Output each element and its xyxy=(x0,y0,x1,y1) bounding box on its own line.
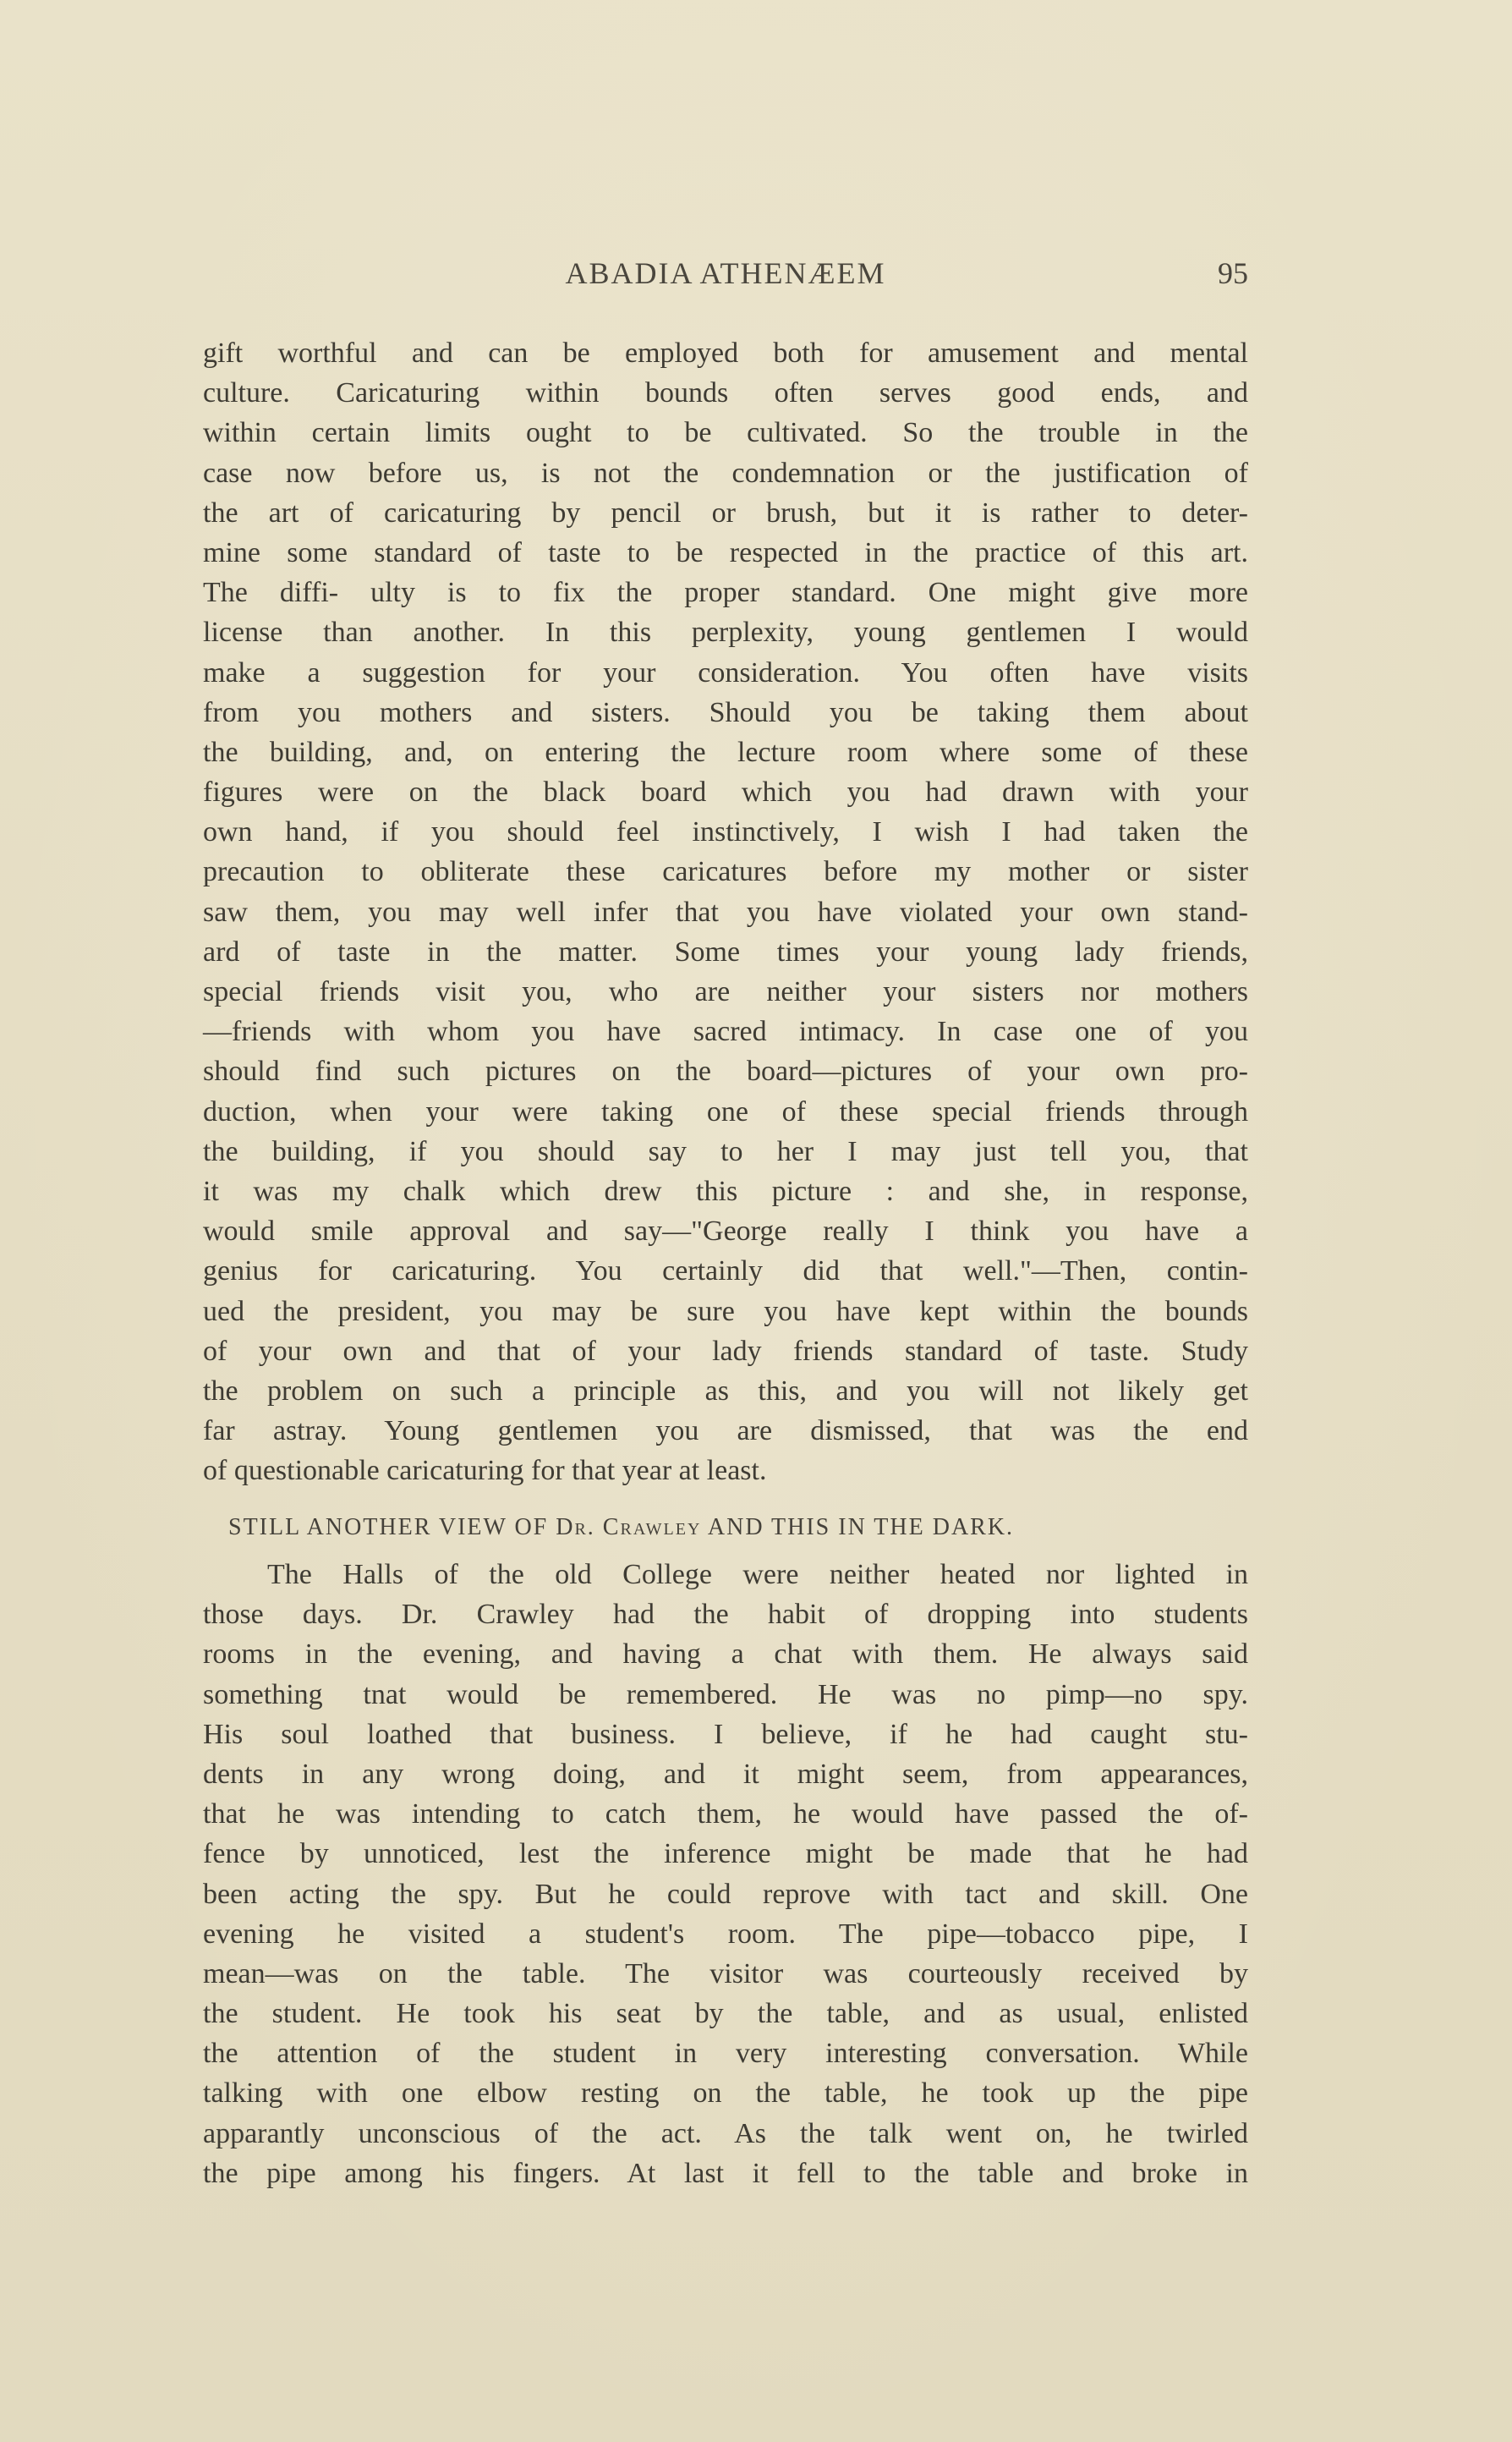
text-line: figures were on the black board which you had drawn with your xyxy=(203,777,1248,809)
page-number: 95 xyxy=(1218,256,1248,290)
section-heading-part: STILL ANOTHER VIEW OF xyxy=(228,1514,556,1540)
text-line: fence by unnoticed, lest the inference might be made that he had xyxy=(203,1838,1248,1870)
section-heading-name: Dr. Crawley xyxy=(556,1514,702,1540)
text-line: case now before us, is not the condemnation or the justification of xyxy=(203,457,1248,489)
text-line: of questionable caricaturing for that year at least. xyxy=(203,1455,767,1487)
text-line: those days. Dr. Crawley had the habit of dropping into students xyxy=(203,1599,1248,1631)
text-line: the building, and, on entering the lecture room where some of these xyxy=(203,736,1248,768)
text-line: should find such pictures on the board—pictures of your own pro- xyxy=(203,1056,1248,1088)
text-line: the problem on such a principle as this, and you will not likely get xyxy=(203,1375,1248,1407)
text-line: make a suggestion for your consideration. You often have visits xyxy=(203,656,1248,689)
text-line: far astray. Young gentlemen you are dismissed, that was the end xyxy=(203,1415,1248,1447)
text-line: been acting the spy. But he could reprove with tact and skill. One xyxy=(203,1878,1248,1910)
text-line: The diffi- ulty is to fix the proper standard. One might give more xyxy=(203,577,1248,609)
paragraph-caricaturing xyxy=(203,333,1248,1490)
text-line: the attention of the student in very interesting conversation. While xyxy=(203,2038,1248,2070)
text-line: it was my chalk which drew this picture : and she, in response, xyxy=(203,1175,1248,1207)
text-line: dents in any wrong doing, and it might seem, from appearances, xyxy=(203,1758,1248,1790)
text-line: of your own and that of your lady friends standard of taste. Study xyxy=(203,1335,1248,1367)
text-line: gift worthful and can be employed both for amusement and mental xyxy=(203,337,1248,369)
text-line: precaution to obliterate these caricatures before my mother or sister xyxy=(203,856,1248,888)
text-line: apparantly unconscious of the act. As the talk went on, he twirled xyxy=(203,2117,1248,2149)
text-line: the pipe among his fingers. At last it fell to the table and broke in xyxy=(203,2157,1248,2189)
text-line: special friends visit you, who are neither your sisters nor mothers xyxy=(203,976,1248,1007)
text-line: license than another. In this perplexity, young gentlemen I would xyxy=(203,617,1248,649)
text-line: within certain limits ought to be cultivated. So the trouble in the xyxy=(203,417,1248,449)
text-line: ued the president, you may be sure you have kept within the bounds xyxy=(203,1295,1248,1327)
section-heading xyxy=(228,1511,1201,1545)
text-line: talking with one elbow resting on the table, he took up the pipe xyxy=(203,2077,1248,2110)
text-line: The Halls of the old College were neither heated nor lighted in xyxy=(267,1559,1248,1590)
text-line: the building, if you should say to her I may just tell you, that xyxy=(203,1135,1248,1167)
text-line: duction, when your were taking one of these special friends through xyxy=(203,1095,1248,1128)
running-title: ABADIA ATHENÆEM xyxy=(565,256,886,290)
text-line: His soul loathed that business. I believe, if he had caught stu- xyxy=(203,1718,1248,1750)
text-line: —friends with whom you have sacred intimacy. In case one of you xyxy=(203,1016,1248,1048)
running-head xyxy=(203,255,1248,298)
text-line: the student. He took his seat by the table, and as usual, enlisted xyxy=(203,1998,1248,2030)
text-line: genius for caricaturing. You certainly did that well."—Then, contin- xyxy=(203,1255,1248,1287)
text-line: from you mothers and sisters. Should you be taking them about xyxy=(203,696,1248,728)
text-line: own hand, if you should feel instinctively, I wish I had taken the xyxy=(203,816,1248,848)
text-line: evening he visited a student's room. The pipe—tobacco pipe, I xyxy=(203,1918,1248,1950)
text-line: ard of taste in the matter. Some times your young lady friends, xyxy=(203,936,1248,968)
text-line: that he was intending to catch them, he would have passed the of- xyxy=(203,1798,1248,1830)
text-line: culture. Caricaturing within bounds often serves good ends, and xyxy=(203,377,1248,409)
text-line: mine some standard of taste to be respected in the practice of this art. xyxy=(203,536,1248,568)
text-line: mean—was on the table. The visitor was courteously received by xyxy=(203,1957,1248,1989)
text-line: the art of caricaturing by pencil or brush, but it is rather to deter- xyxy=(203,497,1248,529)
text-line: something tnat would be remembered. He was no pimp—no spy. xyxy=(203,1678,1248,1710)
paragraph-crawley-visit xyxy=(203,1555,1248,2193)
text-line: saw them, you may well infer that you have violated your own stand- xyxy=(203,896,1248,928)
text-line: would smile approval and say—"George really I think you have a xyxy=(203,1216,1248,1248)
text-line: rooms in the evening, and having a chat with them. He always said xyxy=(203,1638,1248,1671)
section-heading-part: AND THIS IN THE DARK. xyxy=(701,1514,1015,1540)
